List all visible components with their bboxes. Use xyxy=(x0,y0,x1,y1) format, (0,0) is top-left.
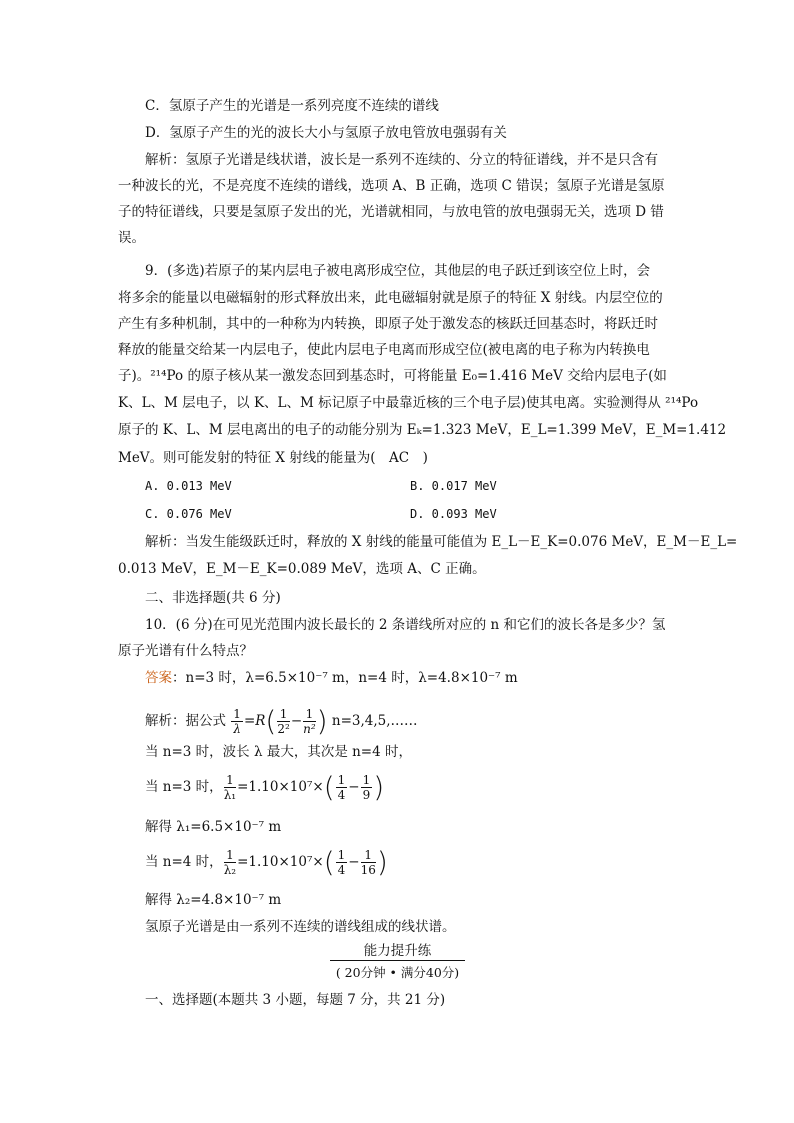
fraction: $\frac{1}{\text{λ₂}}$ xyxy=(223,848,237,877)
q8-analysis-line: 一种波长的光，不是亮度不连续的谱线，选项 A、B 正确，选项 C 错误；氢原子光谱是氢原 xyxy=(118,178,665,194)
answer-text: ：n=3 时，λ=6.5×10⁻⁷ m，n=4 时，λ=4.8×10⁻⁷ m xyxy=(172,670,518,686)
fraction: $\frac{1}{9}$ xyxy=(362,773,371,802)
section-subtitle: ( 20分钟 • 满分40分) xyxy=(335,965,460,980)
q9-option-b: B. 0.017 MeV xyxy=(410,479,497,493)
step-mid: =1.10×10⁷× xyxy=(237,854,324,870)
answer-label: 答案 xyxy=(145,670,172,686)
section-heading: 二、非选择题(共 6 分) xyxy=(145,590,281,606)
fraction: $\frac{1}{\text{λ₁}}$ xyxy=(223,773,237,802)
q10-formula-line: 解析：据公式 $\frac{1}{\lambda}$ =R( $\frac{1}{\text{2²}}$ − $\frac{1}{\text{n²}}$ ) n=3,4,5,…… xyxy=(145,704,418,738)
fraction: $\frac{1}{\lambda}$ xyxy=(233,707,241,736)
q9-option-d: D. 0.093 MeV xyxy=(410,507,497,521)
q10-stem-line: 10．(6 分)在可见光范围内波长最长的 2 条谱线所对应的 n 和它们的波长各是多少？氢 xyxy=(145,617,666,633)
q9-stem-line: MeV。则可能发射的特征 X 射线的能量为( AC ) xyxy=(118,450,428,466)
q9-stem-line: 原子的 K、L、M 层电离出的电子的动能分别为 Eₖ=1.323 MeV，E_L=1.399 MeV，E_M=1.412 xyxy=(118,422,727,438)
q9-option-a: A. 0.013 MeV xyxy=(145,479,232,493)
step-mid: =1.10×10⁷× xyxy=(237,779,324,795)
fraction: $\frac{1}{\text{2²}}$ xyxy=(277,707,290,736)
q9-stem-line: 9．(多选)若原子的某内层电子被电离形成空位，其他层的电子跃迁到该空位上时，会 xyxy=(145,263,651,279)
formula-suffix: n=3,4,5,…… xyxy=(331,713,418,729)
step-prefix: 当 n=4 时， xyxy=(145,854,223,870)
q9-analysis-line: 0.013 MeV，E_M－E_K=0.089 MeV，选项 A、C 正确。 xyxy=(118,561,486,577)
q10-conclusion: 氢原子光谱是由一系列不连续的谱线组成的线状谱。 xyxy=(145,919,456,935)
q8-analysis-line: 解析：氢原子光谱是线状谱，波长是一系列不连续的、分立的特征谱线，并不是只含有 xyxy=(145,152,658,168)
q9-stem-line: 将多余的能量以电磁辐射的形式释放出来，此电磁辐射就是原子的特征 X 射线。内层空位的 xyxy=(118,290,663,306)
q9-analysis-line: 解析：当发生能级跃迁时，释放的 X 射线的能量可能值为 E_L－E_K=0.076 MeV，E_M－E_L= xyxy=(145,534,738,550)
q9-stem-line: K、L、M 层电子，以 K、L、M 标记原子中最靠近核的三个电子层)使其电离。实验测得从 ²¹⁴Po xyxy=(118,395,699,411)
section-heading: 一、选择题(本题共 3 小题，每题 7 分，共 21 分) xyxy=(145,992,446,1008)
fraction: $\frac{1}{4}$ xyxy=(337,848,346,877)
section-title-text: 能力提升练 xyxy=(330,942,465,961)
q10-step: 解得 λ₁=6.5×10⁻⁷ m xyxy=(145,819,282,835)
q10-stem-line: 原子光谱有什么特点？ xyxy=(118,643,253,659)
formula-prefix: 解析：据公式 xyxy=(145,713,226,729)
q9-stem-line: 释放的能量交给某一内层电子，使此内层电子电离而形成空位(被电离的电子称为内转换电 xyxy=(118,342,650,358)
q9-stem-line: 子)。²¹⁴Po 的原子核从某一激发态回到基态时，可将能量 E₀=1.416 MeV 交给内层电子(如 xyxy=(118,368,667,384)
fraction: $\frac{1}{16}$ xyxy=(360,848,376,877)
section-title xyxy=(330,942,465,961)
q10-step-n3: 当 n=3 时， $\frac{1}{\text{λ₁}}$ =1.10×10⁷×( $\frac{1}{4}$ − $\frac{1}{9}$ ) xyxy=(145,770,385,804)
q10-step-n4: 当 n=4 时， $\frac{1}{\text{λ₂}}$ =1.10×10⁷×( $\frac{1}{4}$ − $\frac{1}{16}$ ) xyxy=(145,845,388,879)
q8-option-d: D．氢原子产生的光的波长大小与氢原子放电管放电强弱有关 xyxy=(145,125,507,141)
q8-analysis-line: 子的特征谱线，只要是氢原子发出的光，光谱就相同，与放电管的放电强弱无关，选项 D 错 xyxy=(118,204,664,220)
q8-analysis-line: 误。 xyxy=(118,230,145,246)
q9-option-c: C. 0.076 MeV xyxy=(145,507,232,521)
step-prefix: 当 n=3 时， xyxy=(145,779,223,795)
fraction: $\frac{1}{4}$ xyxy=(337,773,346,802)
fraction: $\frac{1}{\text{n²}}$ xyxy=(303,707,316,736)
q9-stem-line: 产生有多种机制，其中的一种称为内转换，即原子处于激发态的核跃迁回基态时，将跃迁时 xyxy=(118,316,658,332)
q8-option-c: C．氢原子产生的光谱是一系列亮度不连续的谱线 xyxy=(145,98,439,114)
q10-step: 当 n=3 时，波长 λ 最大，其次是 n=4 时， xyxy=(145,744,412,760)
q10-answer xyxy=(145,668,705,688)
q10-step: 解得 λ₂=4.8×10⁻⁷ m xyxy=(145,892,282,908)
